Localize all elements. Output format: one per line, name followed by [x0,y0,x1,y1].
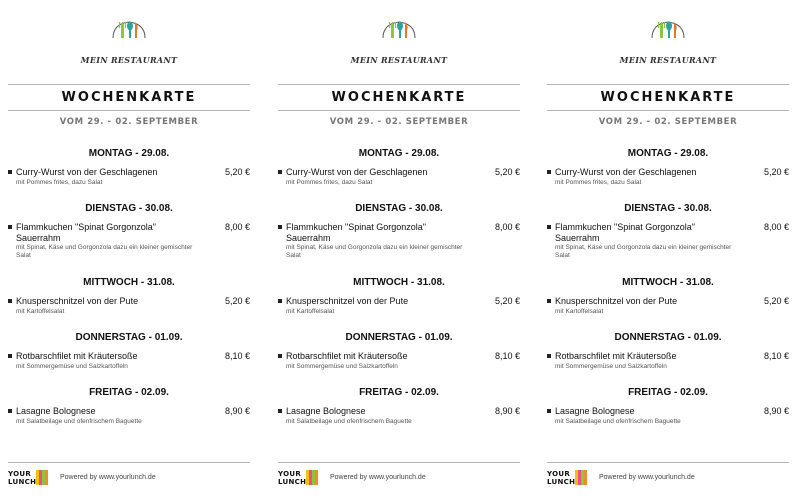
bullet-icon [278,299,282,303]
dish-price: 5,20 € [494,167,520,177]
dish-price: 8,10 € [763,351,789,361]
day-heading: MITTWOCH - 31.08. [622,277,714,288]
dish-description: mit Salatbeilage und ofenfrischem Baguette [286,418,412,425]
day-heading: MITTWOCH - 31.08. [83,277,175,288]
bullet-icon [547,409,551,413]
dish-description: mit Spinat, Käse und Gorgonzola dazu ein kleiner gemischter Salat [16,244,193,259]
dish-description: mit Sommergemüse und Salzkartoffeln [286,363,398,370]
dish-name: Flammkuchen "Spinat Gorgonzola" Sauerrahm [16,222,156,243]
day-heading: MONTAG - 29.08. [627,148,709,159]
bullet-icon [278,170,282,174]
divider [278,110,520,111]
menu-column [547,0,789,500]
day-heading: DONNERSTAG - 01.09. [345,332,453,343]
dish-name: Curry-Wurst von der Geschlagenen [16,167,158,177]
dish-name: Flammkuchen "Spinat Gorgonzola" Sauerrahm [286,222,426,243]
powered-by-link[interactable]: Powered by www.yourlunch.de [330,474,426,481]
footer [8,468,250,488]
day-heading: MONTAG - 29.08. [358,148,440,159]
date-range: VOM 29. - 02. SEPTEMBER [59,117,199,127]
divider [278,84,520,85]
brand-word-bottom: LUNCH [8,478,37,486]
brand-bars-icon [575,470,589,485]
restaurant-logo [278,18,520,66]
powered-by-link[interactable]: Powered by www.yourlunch.de [599,474,695,481]
brand-word-top: YOUR [8,470,32,478]
brand-bars-icon [36,470,50,485]
logo-text: MEIN RESTAURANT [80,55,178,65]
dish-description: mit Spinat, Käse und Gorgonzola dazu ein kleiner gemischter Salat [555,244,732,259]
footer [278,468,520,488]
dish-description: mit Sommergemüse und Salzkartoffeln [16,363,128,370]
dish-price: 8,00 € [763,222,789,232]
day-heading: FREITAG - 02.09. [359,387,439,398]
bullet-icon [547,170,551,174]
divider [547,462,789,463]
date-range: VOM 29. - 02. SEPTEMBER [598,117,738,127]
brand-word-top: YOUR [547,470,571,478]
day-heading: DIENSTAG - 30.08. [624,203,712,214]
logo-text: MEIN RESTAURANT [619,55,717,65]
dish-description: mit Kartoffelsalat [555,308,604,315]
dish-price: 8,10 € [224,351,250,361]
powered-by-link[interactable]: Powered by www.yourlunch.de [60,474,156,481]
bullet-icon [547,354,551,358]
divider [547,110,789,111]
day-heading: DONNERSTAG - 01.09. [614,332,722,343]
dish-name: Rotbarschfilet mit Kräutersoße [16,351,138,361]
dish-price: 5,20 € [224,296,250,306]
dish-name: Lasagne Bolognese [16,406,96,416]
page-title: WOCHENKARTE [61,90,197,105]
dish-name: Lasagne Bolognese [286,406,366,416]
day-heading: MONTAG - 29.08. [88,148,170,159]
yourlunch-logo[interactable] [547,468,591,488]
dish-description: mit Pommes frites, dazu Salat [286,179,373,186]
brand-word-top: YOUR [278,470,302,478]
brand-word-bottom: LUNCH [547,478,576,486]
divider [278,462,520,463]
day-heading: FREITAG - 02.09. [89,387,169,398]
dish-name: Flammkuchen "Spinat Gorgonzola" Sauerrahm [555,222,695,243]
bullet-icon [278,409,282,413]
dish-description: mit Sommergemüse und Salzkartoffeln [555,363,667,370]
dish-name: Rotbarschfilet mit Kräutersoße [286,351,408,361]
dish-price: 5,20 € [763,167,789,177]
dish-name: Curry-Wurst von der Geschlagenen [286,167,428,177]
yourlunch-logo[interactable] [8,468,52,488]
bullet-icon [8,299,12,303]
bullet-icon [8,409,12,413]
divider [8,110,250,111]
brand-word-bottom: LUNCH [278,478,307,486]
bullet-icon [8,354,12,358]
dish-description: mit Salatbeilage und ofenfrischem Baguette [555,418,681,425]
page-title: WOCHENKARTE [600,90,736,105]
footer [547,468,789,488]
day-heading: DIENSTAG - 30.08. [85,203,173,214]
restaurant-logo [547,18,789,66]
dish-name: Lasagne Bolognese [555,406,635,416]
dish-name: Rotbarschfilet mit Kräutersoße [555,351,677,361]
bullet-icon [547,299,551,303]
dish-price: 8,90 € [494,406,520,416]
dish-name: Curry-Wurst von der Geschlagenen [555,167,697,177]
brand-bars-icon [306,470,320,485]
dish-price: 8,10 € [494,351,520,361]
bullet-icon [547,225,551,229]
dish-price: 8,90 € [763,406,789,416]
day-heading: DIENSTAG - 30.08. [355,203,443,214]
divider [547,84,789,85]
dish-price: 5,20 € [494,296,520,306]
day-heading: FREITAG - 02.09. [628,387,708,398]
day-heading: MITTWOCH - 31.08. [353,277,445,288]
date-range: VOM 29. - 02. SEPTEMBER [329,117,469,127]
dish-description: mit Spinat, Käse und Gorgonzola dazu ein kleiner gemischter Salat [286,244,463,259]
page-title: WOCHENKARTE [331,90,467,105]
dish-price: 8,90 € [224,406,250,416]
bullet-icon [8,225,12,229]
yourlunch-logo[interactable] [278,468,322,488]
dish-price: 8,00 € [494,222,520,232]
dish-price: 8,00 € [224,222,250,232]
dish-price: 5,20 € [763,296,789,306]
dish-description: mit Pommes frites, dazu Salat [16,179,103,186]
menu-column [278,0,520,500]
dish-description: mit Kartoffelsalat [286,308,335,315]
bullet-icon [8,170,12,174]
dish-description: mit Pommes frites, dazu Salat [555,179,642,186]
day-heading: DONNERSTAG - 01.09. [75,332,183,343]
restaurant-logo [8,18,250,66]
bullet-icon [278,354,282,358]
dish-name: Knusperschnitzel von der Pute [16,296,139,306]
dish-price: 5,20 € [224,167,250,177]
bullet-icon [278,225,282,229]
dish-description: mit Kartoffelsalat [16,308,65,315]
divider [8,84,250,85]
divider [8,462,250,463]
dish-name: Knusperschnitzel von der Pute [286,296,409,306]
menu-column [8,0,250,500]
dish-description: mit Salatbeilage und ofenfrischem Baguette [16,418,142,425]
logo-text: MEIN RESTAURANT [350,55,448,65]
dish-name: Knusperschnitzel von der Pute [555,296,678,306]
